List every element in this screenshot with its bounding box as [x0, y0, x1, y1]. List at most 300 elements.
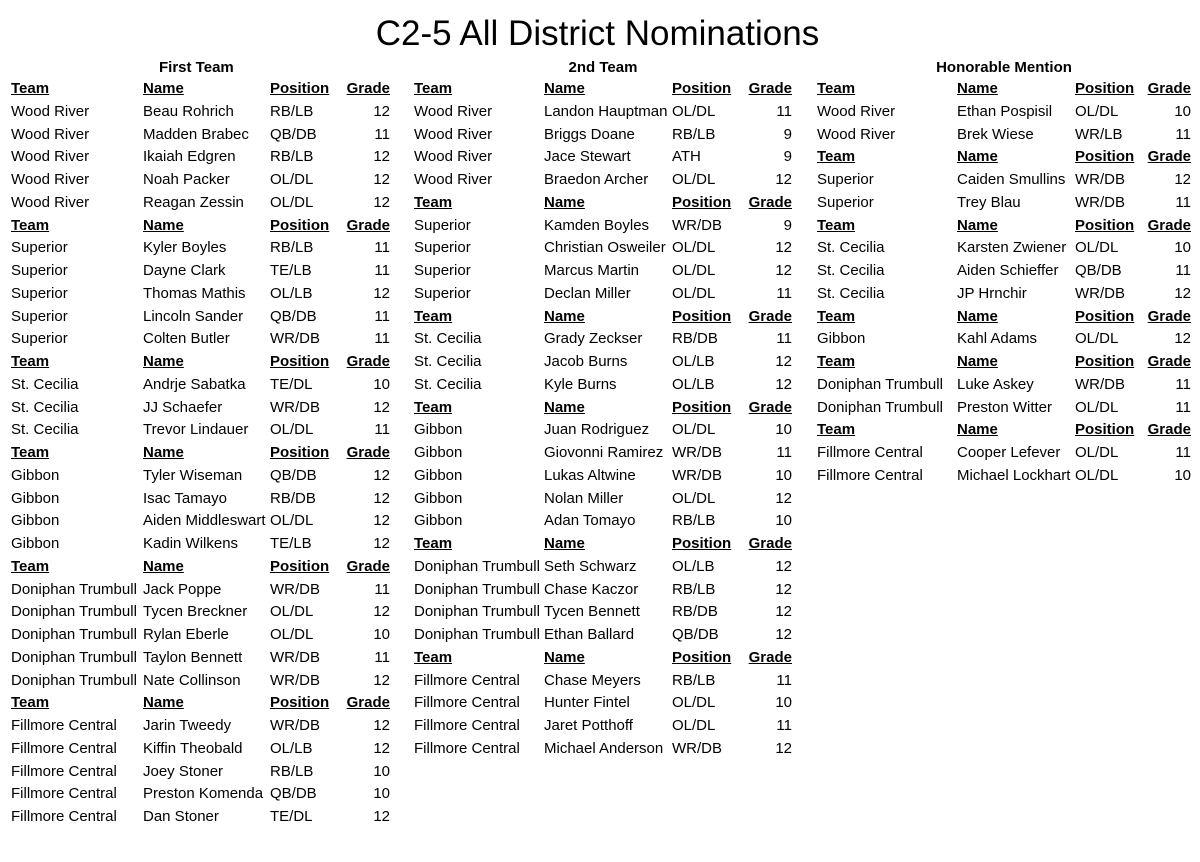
table-row	[11, 260, 390, 283]
column-header-row	[414, 78, 792, 101]
player-name-cell: Jack Poppe	[143, 580, 222, 598]
player-name-cell: JP Hrnchir	[957, 284, 1027, 302]
team-cell: Doniphan Trumbull	[11, 648, 137, 666]
position-cell: WR/DB	[270, 717, 320, 734]
grade-cell: 12	[373, 717, 390, 734]
position-cell: WR/DB	[270, 671, 320, 689]
team-cell: Fillmore Central	[817, 444, 923, 461]
player-name-cell: Brek Wiese	[957, 125, 1034, 143]
grade-cell: 11	[374, 648, 390, 666]
table-row	[11, 533, 390, 556]
grade-cell: 12	[373, 148, 390, 166]
grade-cell: 10	[1174, 102, 1191, 120]
team-cell: Superior	[414, 216, 471, 234]
table-row	[11, 783, 390, 806]
table-row	[414, 579, 792, 602]
grade-cell: 10	[373, 762, 390, 780]
grade-cell: 12	[373, 512, 390, 530]
table-row	[11, 101, 390, 124]
column-header-row	[11, 556, 390, 579]
position-cell: OL/DL	[1075, 330, 1119, 348]
grade-cell: 11	[374, 125, 390, 143]
header-grade: Grade	[748, 398, 792, 416]
header-name: Name	[544, 535, 585, 552]
team-cell: Gibbon	[414, 444, 463, 461]
table-row	[11, 146, 390, 169]
grade-cell: 12	[373, 535, 390, 552]
position-cell: RB/LB	[672, 125, 716, 143]
header-position: Position	[270, 80, 330, 97]
player-name-cell: Ikaiah Edgren	[143, 148, 236, 166]
header-position: Position	[270, 216, 330, 234]
player-name-cell: Lincoln Sander	[143, 307, 244, 325]
grade-cell: 10	[373, 626, 390, 643]
table-row	[11, 374, 390, 397]
position-cell: RB/LB	[270, 762, 314, 780]
grade-cell: 12	[373, 603, 390, 621]
player-name-cell: Braedon Archer	[544, 171, 649, 188]
second-team-table	[414, 78, 792, 761]
position-cell: OL/DL	[672, 694, 716, 712]
header-position: Position	[1075, 353, 1135, 370]
header-name: Name	[957, 307, 998, 325]
team-cell: Fillmore Central	[414, 694, 520, 712]
header-grade: Grade	[346, 557, 390, 575]
grade-cell: 11	[1175, 398, 1191, 416]
column-header-row	[817, 419, 1191, 442]
header-name: Name	[544, 307, 585, 325]
team-cell: Fillmore Central	[11, 762, 117, 780]
header-position: Position	[270, 557, 330, 575]
grade-cell: 10	[775, 466, 792, 484]
team-cell: Doniphan Trumbull	[11, 626, 137, 643]
player-name-cell: Grady Zeckser	[544, 330, 643, 348]
team-cell: Gibbon	[11, 535, 60, 552]
table-row	[414, 215, 792, 238]
player-name-cell: Briggs Doane	[544, 125, 635, 143]
table-row	[11, 670, 390, 693]
table-row	[817, 124, 1191, 147]
table-row	[817, 374, 1191, 397]
grade-cell: 12	[775, 739, 792, 757]
table-row	[414, 692, 792, 715]
player-name-cell: Landon Hauptman	[544, 102, 668, 120]
position-cell: RB/LB	[270, 239, 314, 257]
position-cell: WR/DB	[672, 466, 722, 484]
grade-cell: 9	[783, 125, 792, 143]
column-header-row	[414, 192, 792, 215]
position-cell: TE/LB	[270, 535, 312, 552]
position-cell: TE/DL	[270, 375, 313, 393]
grade-cell: 11	[1175, 444, 1191, 461]
position-cell: OL/DL	[672, 489, 716, 507]
player-name-cell: Marcus Martin	[544, 262, 640, 279]
table-row	[414, 601, 792, 624]
column-header-row	[414, 397, 792, 420]
position-cell: WR/LB	[1075, 125, 1123, 143]
team-cell: Gibbon	[414, 421, 463, 439]
table-row	[11, 465, 390, 488]
team-cell: Superior	[11, 307, 68, 325]
position-cell: WR/DB	[1075, 284, 1125, 302]
player-name-cell: Kadin Wilkens	[143, 535, 239, 552]
header-position: Position	[672, 648, 732, 666]
table-row	[414, 146, 792, 169]
team-cell: Gibbon	[414, 466, 463, 484]
table-row	[11, 624, 390, 647]
header-grade: Grade	[346, 353, 390, 370]
player-name-cell: Dayne Clark	[143, 262, 226, 279]
header-name: Name	[957, 148, 998, 166]
header-grade: Grade	[1147, 307, 1191, 325]
position-cell: WR/DB	[1075, 171, 1125, 188]
player-name-cell: Rylan Eberle	[143, 626, 229, 643]
header-position: Position	[672, 80, 732, 97]
grade-cell: 12	[1174, 171, 1191, 188]
table-row	[11, 761, 390, 784]
table-row	[11, 283, 390, 306]
header-team: Team	[817, 148, 856, 166]
team-cell: Superior	[11, 239, 68, 257]
header-name: Name	[544, 648, 585, 666]
grade-cell: 11	[374, 239, 390, 257]
grade-cell: 12	[373, 398, 390, 416]
section-title: First Team	[159, 59, 234, 76]
column-header-row	[11, 692, 390, 715]
team-cell: Doniphan Trumbull	[11, 603, 137, 621]
team-cell: Doniphan Trumbull	[414, 557, 540, 575]
header-team: Team	[817, 307, 856, 325]
header-position: Position	[672, 535, 732, 552]
grade-cell: 10	[775, 421, 792, 439]
table-row	[414, 419, 792, 442]
position-cell: OL/DL	[270, 626, 314, 643]
team-cell: St. Cecilia	[11, 375, 79, 393]
header-name: Name	[957, 353, 998, 370]
header-grade: Grade	[748, 648, 792, 666]
table-row	[11, 510, 390, 533]
grade-cell: 10	[373, 375, 390, 393]
position-cell: OL/LB	[672, 375, 715, 393]
header-team: Team	[11, 80, 50, 97]
table-row	[414, 169, 792, 192]
header-name: Name	[957, 80, 998, 97]
grade-cell: 12	[775, 557, 792, 575]
header-position: Position	[1075, 216, 1135, 234]
position-cell: RB/LB	[672, 671, 716, 689]
header-team: Team	[817, 80, 856, 97]
position-cell: TE/LB	[270, 262, 312, 279]
table-row	[11, 601, 390, 624]
table-row	[414, 510, 792, 533]
player-name-cell: Kamden Boyles	[544, 216, 650, 234]
table-row	[11, 715, 390, 738]
header-grade: Grade	[346, 80, 390, 97]
player-name-cell: Andrje Sabatka	[143, 375, 246, 393]
grade-cell: 12	[373, 739, 390, 757]
position-cell: OL/DL	[270, 512, 314, 530]
position-cell: RB/LB	[672, 580, 716, 598]
position-cell: OL/DL	[270, 193, 314, 211]
team-cell: Wood River	[11, 171, 90, 188]
team-cell: Wood River	[11, 193, 90, 211]
table-row	[817, 260, 1191, 283]
grade-cell: 11	[374, 307, 390, 325]
header-grade: Grade	[1147, 421, 1191, 439]
grade-cell: 11	[374, 262, 390, 279]
team-cell: Wood River	[414, 148, 493, 166]
table-row	[414, 465, 792, 488]
team-cell: Gibbon	[11, 466, 60, 484]
header-team: Team	[817, 353, 856, 370]
table-row	[414, 624, 792, 647]
team-cell: Doniphan Trumbull	[817, 398, 943, 416]
grade-cell: 10	[1174, 466, 1191, 484]
player-name-cell: Chase Meyers	[544, 671, 641, 689]
table-row	[11, 738, 390, 761]
position-cell: WR/DB	[270, 330, 320, 348]
header-position: Position	[270, 353, 330, 370]
header-position: Position	[270, 694, 330, 712]
header-grade: Grade	[346, 216, 390, 234]
header-name: Name	[143, 216, 184, 234]
grade-cell: 11	[374, 421, 390, 439]
position-cell: OL/DL	[270, 421, 314, 439]
player-name-cell: Joey Stoner	[143, 762, 224, 780]
table-row	[414, 124, 792, 147]
grade-cell: 11	[776, 102, 792, 120]
player-name-cell: Preston Witter	[957, 398, 1053, 416]
team-cell: St. Cecilia	[817, 262, 885, 279]
position-cell: ATH	[672, 148, 701, 166]
player-name-cell: Nolan Miller	[544, 489, 624, 507]
column-header-row	[11, 442, 390, 465]
team-cell: Fillmore Central	[11, 717, 117, 734]
table-row	[414, 670, 792, 693]
player-name-cell: Reagan Zessin	[143, 193, 244, 211]
header-position: Position	[270, 444, 330, 461]
header-name: Name	[143, 80, 184, 97]
player-name-cell: Kyle Burns	[544, 375, 617, 393]
player-name-cell: Tycen Breckner	[143, 603, 248, 621]
grade-cell: 11	[1175, 375, 1191, 393]
table-row	[817, 465, 1191, 488]
header-name: Name	[544, 193, 585, 211]
team-cell: Wood River	[414, 125, 493, 143]
position-cell: WR/DB	[672, 739, 722, 757]
grade-cell: 11	[776, 330, 792, 348]
table-row	[817, 237, 1191, 260]
team-cell: Doniphan Trumbull	[414, 626, 540, 643]
player-name-cell: Caiden Smullins	[957, 171, 1066, 188]
header-position: Position	[1075, 307, 1135, 325]
table-row	[414, 351, 792, 374]
table-row	[817, 192, 1191, 215]
position-cell: OL/DL	[1075, 398, 1119, 416]
table-row	[414, 715, 792, 738]
header-team: Team	[414, 535, 453, 552]
honorable-mention-section	[817, 58, 1191, 488]
grade-cell: 11	[1175, 262, 1191, 279]
header-team: Team	[414, 648, 453, 666]
column-header-row	[11, 351, 390, 374]
grade-cell: 11	[776, 671, 792, 689]
position-cell: QB/DB	[270, 307, 317, 325]
player-name-cell: Declan Miller	[544, 284, 631, 302]
grade-cell: 10	[1174, 239, 1191, 257]
team-cell: Wood River	[11, 125, 90, 143]
team-cell: Gibbon	[414, 512, 463, 530]
position-cell: OL/LB	[672, 353, 715, 370]
grade-cell: 12	[775, 375, 792, 393]
table-row	[11, 328, 390, 351]
table-row	[414, 738, 792, 761]
header-grade: Grade	[346, 694, 390, 712]
team-cell: St. Cecilia	[817, 239, 885, 257]
position-cell: OL/DL	[1075, 466, 1119, 484]
grade-cell: 12	[775, 626, 792, 643]
column-header-row	[414, 306, 792, 329]
team-cell: Fillmore Central	[414, 717, 520, 734]
position-cell: RB/LB	[270, 102, 314, 120]
position-cell: OL/DL	[672, 717, 716, 734]
player-name-cell: Colten Butler	[143, 330, 230, 348]
player-name-cell: Luke Askey	[957, 375, 1034, 393]
header-grade: Grade	[1147, 216, 1191, 234]
grade-cell: 12	[373, 193, 390, 211]
header-position: Position	[672, 193, 732, 211]
team-cell: St. Cecilia	[11, 398, 79, 416]
team-cell: Fillmore Central	[11, 739, 117, 757]
first-team-section	[11, 58, 390, 829]
position-cell: OL/DL	[1075, 102, 1119, 120]
position-cell: RB/DB	[672, 330, 718, 348]
player-name-cell: Christian Osweiler	[544, 239, 666, 257]
grade-cell: 11	[1175, 125, 1191, 143]
header-team: Team	[414, 398, 453, 416]
table-row	[11, 124, 390, 147]
player-name-cell: Kyler Boyles	[143, 239, 227, 257]
header-team: Team	[414, 307, 453, 325]
player-name-cell: Tyler Wiseman	[143, 466, 243, 484]
position-cell: OL/DL	[672, 262, 716, 279]
team-cell: St. Cecilia	[414, 330, 482, 348]
position-cell: OL/DL	[672, 421, 716, 439]
table-row	[11, 192, 390, 215]
team-cell: Superior	[414, 262, 471, 279]
team-cell: Fillmore Central	[414, 671, 520, 689]
table-row	[817, 442, 1191, 465]
grade-cell: 12	[775, 239, 792, 257]
position-cell: WR/DB	[1075, 193, 1125, 211]
grade-cell: 12	[373, 102, 390, 120]
player-name-cell: Noah Packer	[143, 171, 230, 188]
position-cell: OL/DL	[672, 284, 716, 302]
team-cell: Superior	[11, 330, 68, 348]
grade-cell: 12	[373, 489, 390, 507]
table-row	[414, 237, 792, 260]
header-team: Team	[11, 444, 50, 461]
grade-cell: 12	[775, 171, 792, 188]
position-cell: OL/DL	[672, 171, 716, 188]
column-header-row	[11, 78, 390, 101]
position-cell: OL/DL	[672, 239, 716, 257]
column-header-row	[817, 78, 1191, 101]
team-cell: St. Cecilia	[817, 284, 885, 302]
header-name: Name	[143, 353, 184, 370]
player-name-cell: Juan Rodriguez	[544, 421, 650, 439]
header-team: Team	[817, 216, 856, 234]
grade-cell: 11	[374, 330, 390, 348]
player-name-cell: Jarin Tweedy	[143, 717, 232, 734]
position-cell: OL/DL	[270, 171, 314, 188]
header-grade: Grade	[748, 535, 792, 552]
table-row	[11, 806, 390, 829]
grade-cell: 12	[373, 671, 390, 689]
header-grade: Grade	[1147, 80, 1191, 97]
player-name-cell: Seth Schwarz	[544, 557, 637, 575]
honorable-mention-table	[817, 78, 1191, 488]
header-team: Team	[414, 80, 453, 97]
player-name-cell: JJ Schaefer	[143, 398, 223, 416]
player-name-cell: Kiffin Theobald	[143, 739, 243, 757]
position-cell: OL/LB	[270, 739, 313, 757]
player-name-cell: Dan Stoner	[143, 808, 219, 825]
grade-cell: 10	[373, 785, 390, 803]
player-name-cell: Adan Tomayo	[544, 512, 636, 530]
player-name-cell: Michael Lockhart	[957, 466, 1071, 484]
team-cell: Superior	[414, 239, 471, 257]
header-name: Name	[143, 557, 184, 575]
grade-cell: 12	[775, 353, 792, 370]
player-name-cell: Jacob Burns	[544, 353, 628, 370]
header-grade: Grade	[346, 444, 390, 461]
column-header-row	[817, 215, 1191, 238]
position-cell: WR/DB	[672, 216, 722, 234]
team-cell: Doniphan Trumbull	[414, 580, 540, 598]
header-team: Team	[817, 421, 856, 439]
team-cell: Gibbon	[817, 330, 866, 348]
header-team: Team	[11, 216, 50, 234]
table-row	[817, 169, 1191, 192]
grade-cell: 12	[775, 580, 792, 598]
header-name: Name	[957, 421, 998, 439]
team-cell: Wood River	[817, 102, 896, 120]
table-row	[414, 442, 792, 465]
player-name-cell: Ethan Ballard	[544, 626, 635, 643]
position-cell: WR/DB	[270, 648, 320, 666]
column-header-row	[817, 351, 1191, 374]
team-cell: Doniphan Trumbull	[11, 580, 137, 598]
team-cell: Superior	[11, 262, 68, 279]
header-position: Position	[1075, 421, 1135, 439]
player-name-cell: Jace Stewart	[544, 148, 631, 166]
grade-cell: 12	[373, 284, 390, 302]
grade-cell: 9	[783, 148, 792, 166]
team-cell: Superior	[11, 284, 68, 302]
player-name-cell: Preston Komenda	[143, 785, 264, 803]
header-name: Name	[143, 444, 184, 461]
grade-cell: 11	[776, 444, 792, 461]
table-row	[414, 556, 792, 579]
position-cell: QB/DB	[270, 785, 317, 803]
header-position: Position	[1075, 148, 1135, 166]
header-grade: Grade	[1147, 353, 1191, 370]
player-name-cell: Aiden Middleswart	[143, 512, 266, 530]
player-name-cell: Taylon Bennett	[143, 648, 243, 666]
grade-cell: 12	[775, 489, 792, 507]
header-name: Name	[143, 694, 184, 712]
